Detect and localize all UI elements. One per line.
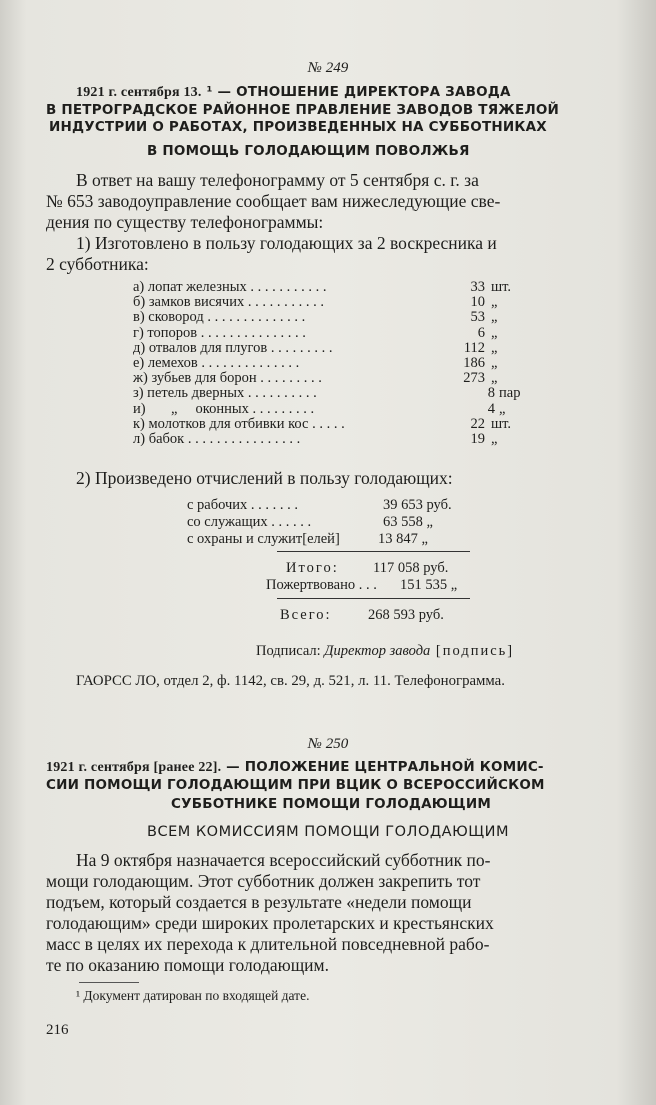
footnote: ¹ Документ датирован по входящей дате. — [76, 988, 310, 1003]
signer-role: Директор завода — [324, 643, 431, 659]
footnote-divider — [79, 982, 139, 983]
list-item: а) лопат железных . . . . . . . . . . . 33 шт. — [133, 279, 512, 295]
divider — [277, 551, 470, 552]
page-number: 216 — [46, 1022, 69, 1038]
doc250-heading-line3: СУББОТНИКЕ ПОМОЩИ ГОЛОДАЮЩИМ — [171, 796, 492, 812]
list-item: л) бабок . . . . . . . . . . . . . . . . 19 „ — [133, 430, 498, 447]
deduction-row: с рабочих . . . . . . . 39 653 руб. — [187, 497, 452, 513]
deductions-block — [187, 497, 477, 548]
doc249-number: № 249 — [307, 60, 349, 76]
para1-line2: № 653 заводоуправление сообщает вам нижеследующие све- — [46, 191, 501, 211]
doc249-heading-title: — ОТНОШЕНИЕ ДИРЕКТОРА ЗАВОДА — [212, 84, 511, 100]
total-label: Итого: — [286, 560, 339, 576]
footnote-mark: ¹ — [206, 84, 213, 100]
doc249-heading-line2: В ПЕТРОГРАДСКОЕ РАЙОННОЕ ПРАВЛЕНИЕ ЗАВОДОВ ТЯЖЕЛОЙ — [46, 102, 560, 118]
doc249-heading-line3: ИНДУСТРИИ О РАБОТАХ, ПРОИЗВЕДЕННЫХ НА СУББОТНИКАХ — [49, 119, 547, 135]
list-item: д) отвалов для плугов . . . . . . . . . 112 „ — [133, 339, 498, 356]
total-value: 117 058 руб. — [373, 560, 449, 576]
para2-line2: 2 субботника: — [46, 254, 149, 274]
signature-line: Подписал: Директор завода [подпись] — [256, 643, 515, 659]
list-item: в) сковород . . . . . . . . . . . . . . 53 „ — [133, 309, 498, 326]
list-item: ж) зубьев для борон . . . . . . . . . 273 „ — [133, 370, 498, 387]
doc250-para-line: На 9 октября назначается всероссийский субботник по- — [76, 850, 491, 870]
doc250-para-line: подъем, который создается в результате «недели помощи — [46, 892, 472, 912]
doc250-address: ВСЕМ КОМИССИЯМ ПОМОЩИ ГОЛОДАЮЩИМ — [147, 824, 509, 840]
doc250-para-line: мощи голодающим. Этот субботник должен закрепить тот — [46, 871, 481, 891]
para1-line3: дения по существу телефонограммы: — [46, 212, 324, 232]
list-item: к) молотков для отбивки кос . . . . . 22 шт. — [133, 415, 512, 432]
grand-total-label: Всего: — [280, 607, 332, 623]
archive-reference: ГАОРСС ЛО, отдел 2, ф. 1142, св. 29, д. 521, л. 11. Телефонограмма. — [76, 673, 505, 689]
donated-value: 151 535 „ — [400, 577, 458, 593]
para3: 2) Произведено отчислений в пользу голодающих: — [76, 468, 453, 488]
list-item: г) топоров . . . . . . . . . . . . . . . 6 „ — [133, 324, 498, 341]
doc250-heading-line1 — [46, 759, 544, 776]
grand-total-value: 268 593 руб. — [368, 607, 444, 623]
doc249-heading-line4: В ПОМОЩЬ ГОЛОДАЮЩИМ ПОВОЛЖЬЯ — [147, 143, 470, 159]
deduction-row: с охраны и служит[елей] 13 847 „ — [187, 531, 428, 547]
deduction-row: со служащих . . . . . . 63 558 „ — [187, 514, 433, 530]
doc249-heading-line1 — [76, 84, 511, 101]
donated-label: Пожертвовано . . . — [266, 577, 377, 593]
doc250-heading-date: 1921 г. сентября [ранее 22]. — [46, 760, 222, 775]
doc249-heading-date: 1921 г. сентября 13. — [76, 85, 202, 100]
grand-total-row — [280, 607, 444, 624]
donated-row — [266, 577, 458, 594]
para1-line1: В ответ на вашу телефонограмму от 5 сентября с. г. за — [76, 170, 479, 190]
doc250-number: № 250 — [307, 736, 349, 752]
doc250-para-line: голодающим» среди широких пролетарских и крестьянских — [46, 913, 494, 933]
list-item: б) замков висячих . . . . . . . . . . . 10 „ — [133, 294, 498, 311]
list-item: и) „ оконных . . . . . . . . . 4 „ — [133, 400, 506, 417]
doc250-para-line: те по оказанию помощи голодающим. — [46, 955, 329, 975]
total-row — [286, 560, 449, 577]
doc250-heading-line2: СИИ ПОМОЩИ ГОЛОДАЮЩИМ ПРИ ВЦИК О ВСЕРОССИЙСКОМ — [46, 777, 545, 793]
list-item: з) петель дверных . . . . . . . . . . 8 пар — [133, 385, 521, 402]
items-list — [133, 280, 553, 447]
para2-line1: 1) Изготовлено в пользу голодающих за 2 воскресника и — [76, 233, 497, 253]
divider — [277, 598, 470, 599]
doc250-para-line: масс в целях их перехода к длительной повседневной рабо- — [46, 934, 490, 954]
list-item: е) лемехов . . . . . . . . . . . . . . 186 „ — [133, 354, 498, 371]
doc250-heading-title: — ПОЛОЖЕНИЕ ЦЕНТРАЛЬНОЙ КОМИС- — [221, 759, 544, 775]
